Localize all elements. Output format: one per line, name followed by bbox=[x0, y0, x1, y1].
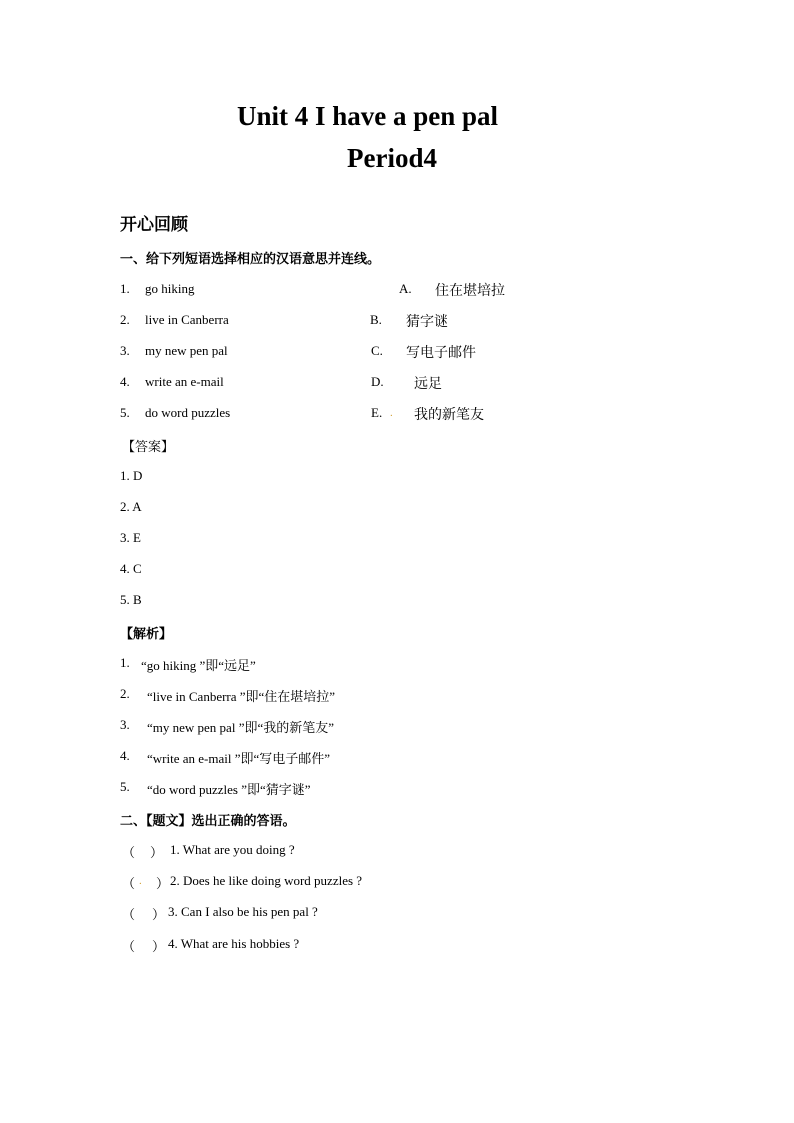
row-number: 4. bbox=[120, 374, 130, 389]
section-heading: 开心回顾 bbox=[120, 215, 188, 235]
answer-paren-close: ） bbox=[152, 939, 166, 954]
option-meaning: 远足 bbox=[414, 376, 442, 392]
analysis-number: 2. bbox=[120, 686, 130, 701]
analysis-number: 4. bbox=[120, 748, 130, 763]
analysis-text: “write an e-mail ”即“写电子邮件” bbox=[147, 751, 331, 766]
answer-item: 4. C bbox=[120, 561, 142, 576]
answer-paren-open: （ bbox=[122, 907, 136, 922]
answer-item: 5. B bbox=[120, 592, 142, 607]
phrase: do word puzzles bbox=[145, 405, 231, 420]
answer-paren-close: ） bbox=[156, 876, 170, 891]
question-text: 4. What are his hobbies ? bbox=[168, 936, 300, 951]
stray-mark: . bbox=[139, 875, 142, 887]
option-letter: B. bbox=[370, 312, 382, 327]
page-subtitle: Period4 bbox=[347, 143, 437, 173]
option-letter: C. bbox=[371, 343, 383, 358]
option-letter: D. bbox=[371, 374, 384, 389]
analysis-text: “do word puzzles ”即“猜字谜” bbox=[147, 782, 311, 797]
option-letter: E. bbox=[371, 405, 383, 420]
answer-item: 3. E bbox=[120, 530, 141, 545]
question-text: 2. Does he like doing word puzzles ? bbox=[170, 873, 363, 888]
row-number: 2. bbox=[120, 312, 130, 327]
row-number: 1. bbox=[120, 281, 130, 296]
phrase: live in Canberra bbox=[145, 312, 229, 327]
option-meaning: 写电子邮件 bbox=[406, 345, 476, 361]
answer-item: 2. A bbox=[120, 499, 142, 514]
part2-instruction: 二、【题文】选出正确的答语。 bbox=[120, 814, 296, 829]
stray-mark: . bbox=[390, 407, 393, 419]
phrase: write an e-mail bbox=[145, 374, 224, 389]
analysis-number: 1. bbox=[120, 655, 130, 670]
option-letter: A. bbox=[399, 281, 412, 296]
option-meaning: 住在堪培拉 bbox=[435, 283, 505, 299]
phrase: my new pen pal bbox=[145, 343, 228, 358]
answer-paren-open: （ bbox=[122, 876, 136, 891]
analysis-label: 【解析】 bbox=[120, 627, 173, 642]
row-number: 3. bbox=[120, 343, 130, 358]
answer-label: 【答案】 bbox=[122, 440, 175, 455]
analysis-number: 5. bbox=[120, 779, 130, 794]
part1-instruction: 一、给下列短语选择相应的汉语意思并连线。 bbox=[120, 252, 381, 267]
phrase: go hiking bbox=[145, 281, 195, 296]
row-number: 5. bbox=[120, 405, 130, 420]
option-meaning: 猜字谜 bbox=[406, 314, 448, 330]
analysis-text: “live in Canberra ”即“住在堪培拉” bbox=[147, 689, 336, 704]
answer-paren-open: （ bbox=[122, 845, 136, 860]
page-title: Unit 4 I have a pen pal bbox=[237, 101, 499, 131]
analysis-text: “my new pen pal ”即“我的新笔友” bbox=[147, 720, 335, 735]
analysis-number: 3. bbox=[120, 717, 130, 732]
option-meaning: 我的新笔友 bbox=[414, 407, 484, 423]
question-text: 3. Can I also be his pen pal ? bbox=[168, 904, 318, 919]
answer-paren-close: ） bbox=[150, 845, 164, 860]
analysis-text: “go hiking ”即“远足” bbox=[141, 658, 256, 673]
answer-item: 1. D bbox=[120, 468, 143, 483]
question-text: 1. What are you doing ? bbox=[170, 842, 295, 857]
answer-paren-close: ） bbox=[152, 907, 166, 922]
answer-paren-open: （ bbox=[122, 939, 136, 954]
